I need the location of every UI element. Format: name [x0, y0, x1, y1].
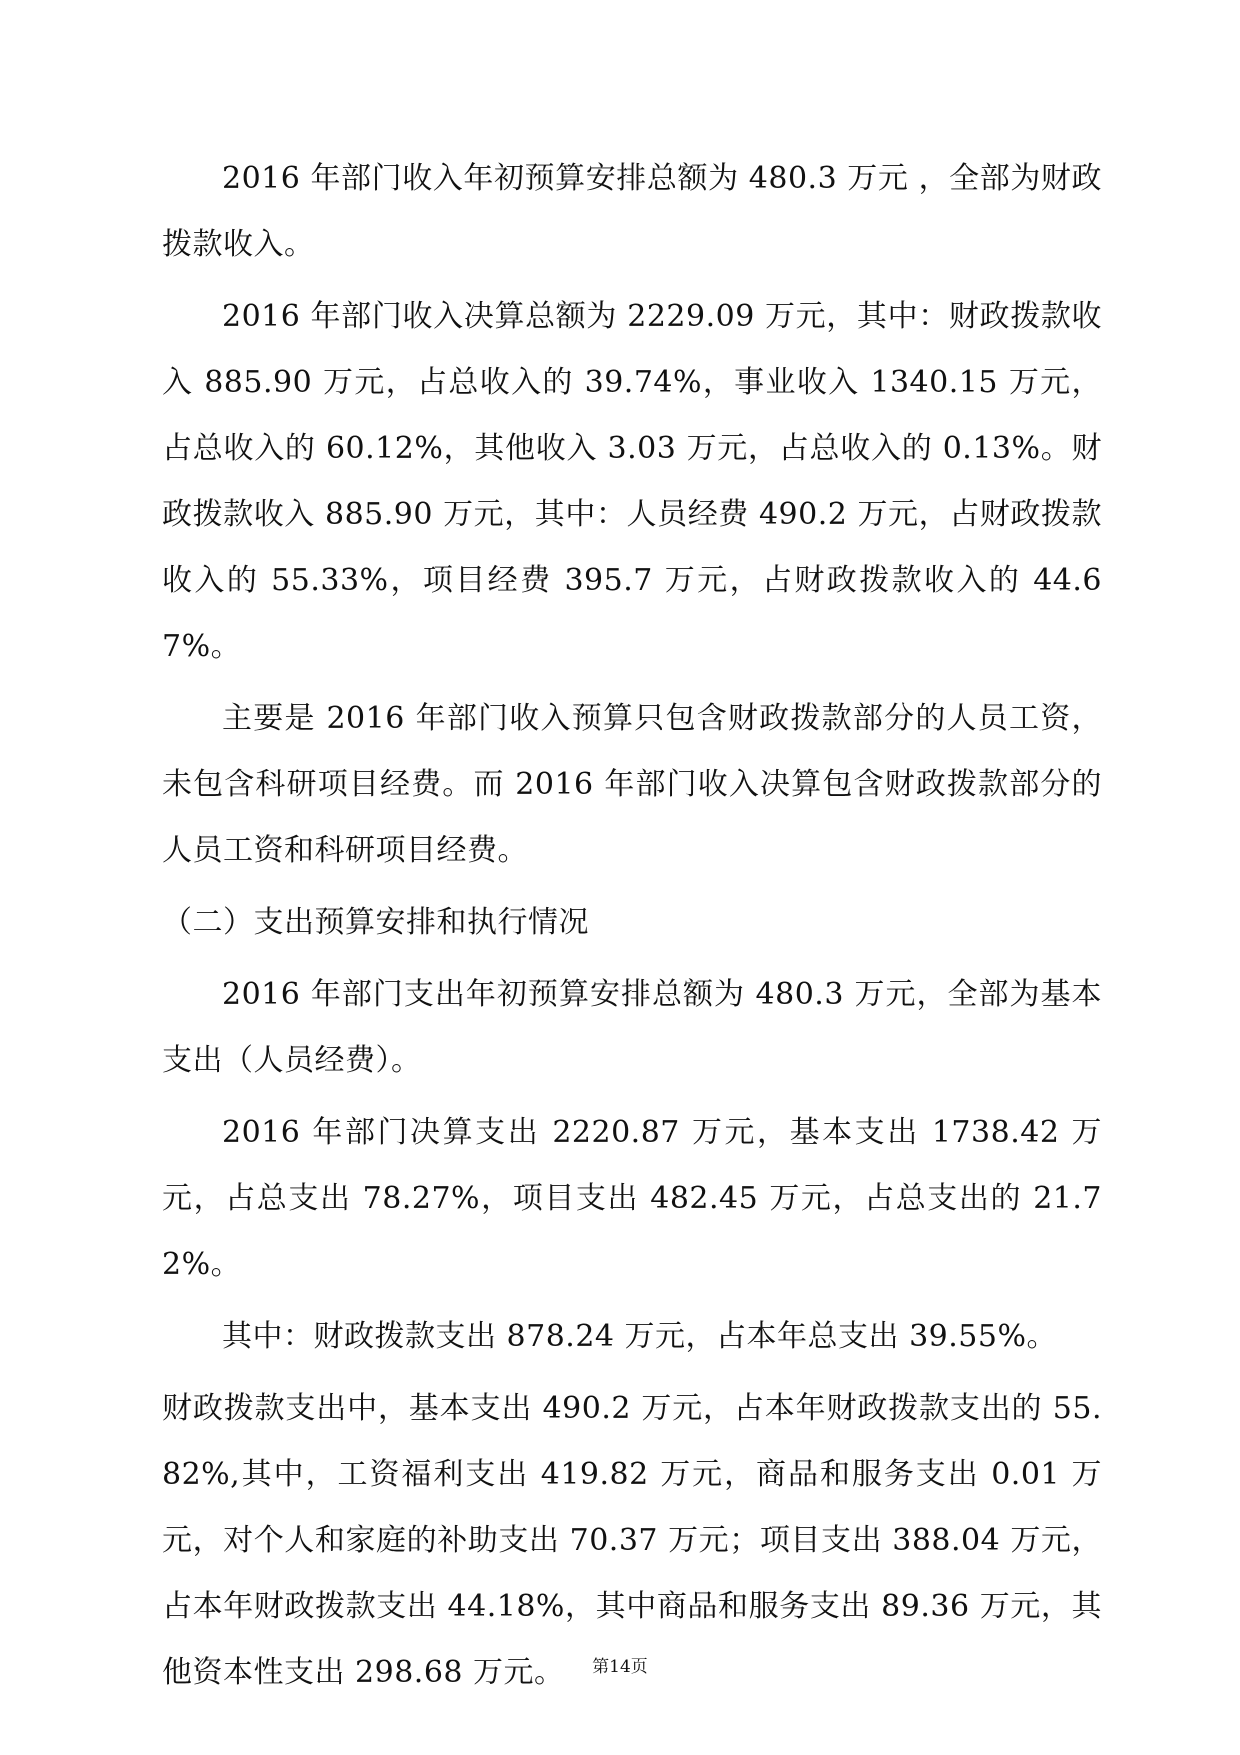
paragraph-expenditure-final: 2016 年部门决算支出 2220.87 万元，基本支出 1738.42 万元，占总支出 78.27%，项目支出 482.45 万元，占总支出的 21.72%。	[162, 1115, 1102, 1282]
paragraph-income-explanation: 主要是 2016 年部门收入预算只包含财政拨款部分的人员工资，未包含科研项目经费。而 2016 年部门收入决算包含财政拨款部分的人员工资和科研项目经费。	[162, 701, 1102, 868]
paragraph-fiscal-expenditure-detail: 财政拨款支出中，基本支出 490.2 万元，占本年财政拨款支出的 55.82%,其中，工资福利支出 419.82 万元，商品和服务支出 0.01 万元，对个人和家庭的补助支出 70.37 万元；项目支出 388.04 万元，占本年财政拨款支出 44.18%，其中商品和服务支出 89.36 万元，其他资本性支出 298.68 万元。	[162, 1391, 1102, 1690]
page-number: 第14页	[592, 1657, 648, 1677]
paragraph-income-final: 2016 年部门收入决算总额为 2229.09 万元，其中：财政拨款收入 885.90 万元，占总收入的 39.74%，事业收入 1340.15 万元，占总收入的 60.12%，其他收入 3.03 万元，占总收入的 0.13%。财政拨款收入 885.90 万元，其中：人员经费 490.2 万元，占财政拨款收入的 55.33%，项目经费 395.7 万元，占财政拨款收入的 44.67%。	[162, 299, 1102, 664]
paragraph-income-budget: 2016 年部门收入年初预算安排总额为 480.3 万元 ，全部为财政拨款收入。	[162, 161, 1102, 262]
section-heading-expenditure: （二）支出预算安排和执行情况	[162, 905, 589, 940]
paragraph-expenditure-budget: 2016 年部门支出年初预算安排总额为 480.3 万元，全部为基本支出（人员经费）。	[162, 977, 1102, 1078]
paragraph-fiscal-expenditure: 其中：财政拨款支出 878.24 万元，占本年总支出 39.55%。	[222, 1319, 1057, 1354]
document-body	[162, 146, 1102, 1712]
